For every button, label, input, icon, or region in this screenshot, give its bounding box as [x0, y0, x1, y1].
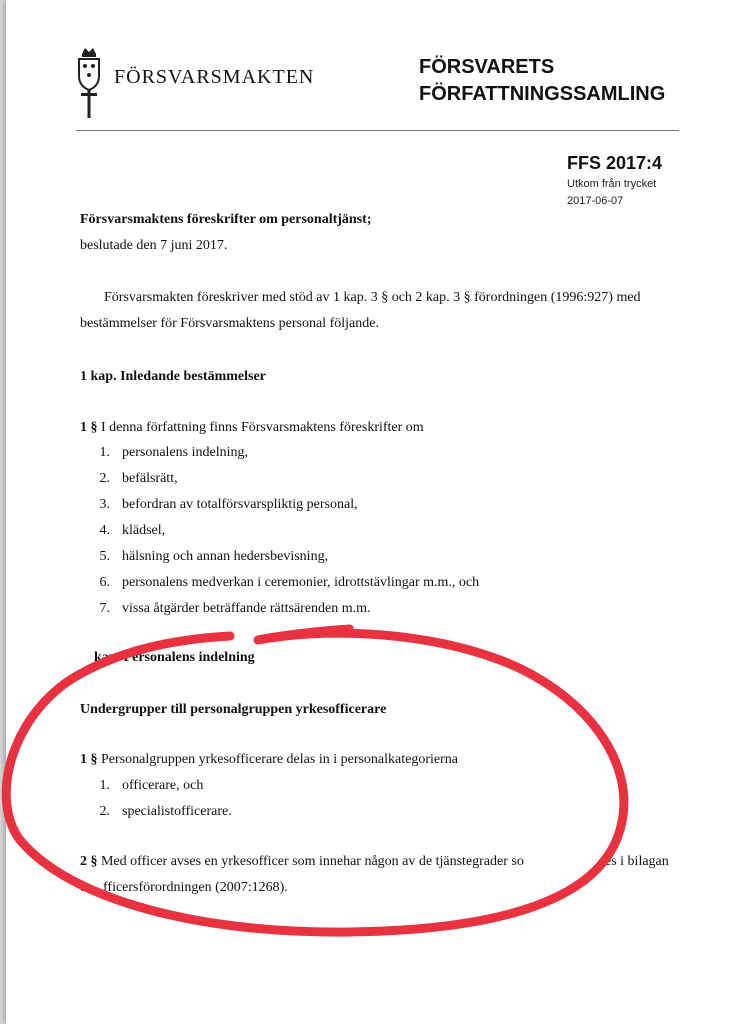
chapter-2-list [6, 778, 748, 828]
organization-name: FÖRSVARSMAKTEN [114, 66, 315, 88]
paragraph-text: Personalgruppen yrkesofficerare delas in i personalkategorierna [101, 752, 458, 767]
list-item-number: 2. [99, 471, 110, 486]
collection-title [419, 54, 665, 108]
list-item: hälsning och annan hedersbevisning, [122, 549, 329, 564]
collection-title-line2: FÖRFATTNINGSSAMLING [419, 83, 666, 105]
published-date: 2017-06-07 [567, 195, 624, 207]
chapter-1-paragraph-1 [80, 420, 424, 436]
list-item-number: 4. [99, 523, 110, 538]
paragraph-number: 2 § [80, 854, 98, 869]
decided-date: beslutade den 7 juni 2017. [80, 238, 228, 253]
document-title: Försvarsmaktens föreskrifter om personaltjänst; [80, 212, 372, 227]
paragraph-number: 1 § [80, 420, 98, 435]
list-item: befordran av totalförsvarspliktig personal, [122, 497, 358, 512]
list-item: befälsrätt, [122, 471, 178, 486]
chapter-2-paragraph-2-tail: ges i bilagan [598, 854, 669, 869]
header-divider [76, 130, 679, 131]
list-item-number: 5. [99, 549, 110, 564]
intro-line-2: bestämmelser för Försvarsmaktens personal följande. [80, 316, 379, 331]
list-item-number: 1. [99, 778, 110, 793]
intro-line-1: Försvarsmakten föreskriver med stöd av 1 kap. 3 § och 2 kap. 3 § förordningen (1996:927) med [104, 290, 641, 305]
list-item-number: 3. [99, 497, 110, 512]
chapter-2-heading: kap. Personalens indelning [94, 650, 255, 665]
chapter-2-paragraph-1 [80, 752, 458, 768]
list-item: specialistofficerare. [122, 804, 232, 819]
ffs-code: FFS 2017:4 [567, 153, 663, 173]
list-item: vissa åtgärder beträffande rättsärenden m.m. [122, 601, 371, 616]
chapter-1-heading: 1 kap. Inledande bestämmelser [80, 369, 266, 384]
list-item: personalens indelning, [122, 445, 248, 460]
list-item: personalens medverkan i ceremonier, idrottstävlingar m.m., och [122, 575, 480, 590]
paragraph-text: I denna författning finns Försvarsmaktens föreskrifter om [101, 420, 424, 435]
published-note: Utkom från trycket [567, 178, 657, 190]
crown-sword-emblem-icon [74, 44, 104, 120]
list-item-number: 1. [99, 445, 110, 460]
paragraph-number: 1 § [80, 752, 98, 767]
collection-title-line1: FÖRSVARETS [419, 56, 555, 78]
list-item-number: 7. [99, 601, 110, 616]
chapter-2-paragraph-2 [80, 854, 524, 870]
list-item: klädsel, [122, 523, 166, 538]
chapter-2-paragraph-2-line2: fficersförordningen (2007:1268). [103, 880, 288, 895]
list-item: officerare, och [122, 778, 204, 793]
document-page [6, 0, 748, 1024]
chapter-2-subheading: Undergrupper till personalgruppen yrkesofficerare [80, 702, 387, 717]
chapter-1-list [6, 445, 748, 625]
list-item-number: 6. [99, 575, 110, 590]
paragraph-text: Med officer avses en yrkesofficer som innehar någon av de tjänstegrader so [101, 854, 524, 869]
list-item-number: 2. [99, 804, 110, 819]
chapter-2-paragraph-2-line2-start: ti [80, 880, 88, 895]
